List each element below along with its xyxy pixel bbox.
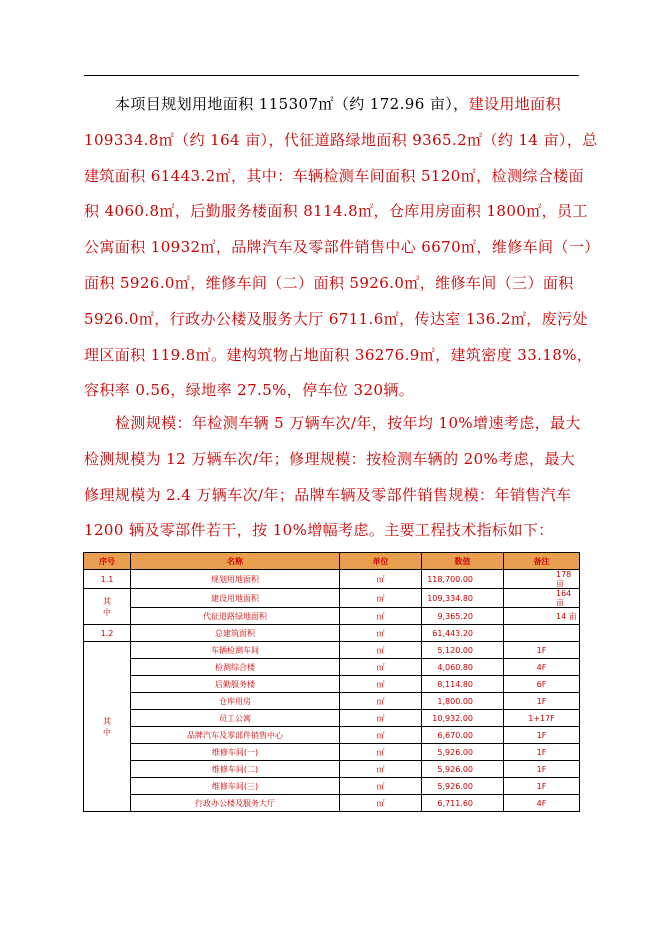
- header-note: 备注: [504, 553, 580, 570]
- group-label-b: 其 中: [84, 642, 131, 812]
- cell-value: 61,443.20: [422, 625, 504, 642]
- cell-value: 5,120.00: [422, 642, 504, 659]
- table-row: [84, 589, 580, 608]
- cell-value: 1,800.00: [422, 693, 504, 710]
- cell-value: 5,926.00: [422, 761, 504, 778]
- cell-name: 车辆检测车间: [131, 642, 340, 659]
- table-row: [84, 727, 580, 744]
- header-seq: 序号: [84, 553, 131, 570]
- paragraph-line: 1200 辆及零部件若干，按 10%增幅考虑。主要工程技术指标如下：: [84, 521, 554, 540]
- cell-name: 品牌汽车及零部件销售中心: [131, 727, 340, 744]
- table-row: [84, 570, 580, 589]
- table-row: [84, 744, 580, 761]
- cell-unit: ㎡: [340, 570, 422, 589]
- paragraph-line: 理区面积 119.8㎡。建构筑物占地面积 36276.9㎡，建筑密度 33.18%，: [84, 345, 593, 364]
- cell-note: [504, 625, 580, 642]
- cell-value: 4,060.80: [422, 659, 504, 676]
- cell-name: 检测综合楼: [131, 659, 340, 676]
- cell-note: 1+17F: [504, 710, 580, 727]
- paragraph-line: 本项目规划用地面积 115307㎡（约 172.96 亩），建设用地面积: [115, 95, 561, 113]
- cell-name: 维修车间(一): [131, 744, 340, 761]
- cell-value: 5,926.00: [422, 744, 504, 761]
- cell-value: 6,670.00: [422, 727, 504, 744]
- cell-name: 后勤服务楼: [131, 676, 340, 693]
- cell-note: 1F: [504, 693, 580, 710]
- cell-seq: 1.1: [84, 570, 131, 589]
- table-row: [84, 778, 580, 795]
- cell-note: 1F: [504, 642, 580, 659]
- paragraph-line: 容积率 0.56，绿地率 27.5%，停车位 320辆。: [84, 381, 415, 400]
- cell-note: 178 亩: [504, 570, 580, 589]
- cell-name: 建设用地面积: [131, 589, 340, 608]
- cell-unit: ㎡: [340, 608, 422, 625]
- header-value: 数值: [422, 553, 504, 570]
- cell-unit: ㎡: [340, 710, 422, 727]
- cell-unit: ㎡: [340, 659, 422, 676]
- cell-unit: ㎡: [340, 744, 422, 761]
- cell-value: 5,926.00: [422, 778, 504, 795]
- cell-name: 维修车间(三): [131, 778, 340, 795]
- cell-unit: ㎡: [340, 693, 422, 710]
- technical-indicators-table: [83, 552, 580, 812]
- cell-value: 6,711.60: [422, 795, 504, 812]
- paragraph-line: 109334.8㎡（约 164 亩），代征道路绿地面积 9365.2㎡（约 14 亩），总: [84, 130, 598, 149]
- paragraph-line: 检测规模：年检测车辆 5 万辆车次/年，按年均 10%增速考虑，最大: [115, 414, 581, 432]
- cell-unit: ㎡: [340, 676, 422, 693]
- table-row: [84, 642, 580, 659]
- cell-value: 10,932.00: [422, 710, 504, 727]
- cell-name: 规划用地面积: [131, 570, 340, 589]
- paragraph-line: 5926.0㎡，行政办公楼及服务大厅 6711.6㎡，传达室 136.2㎡，废污处: [84, 309, 588, 328]
- cell-value: 109,334.80: [422, 589, 504, 608]
- table-row: [84, 795, 580, 812]
- cell-name: 员工公寓: [131, 710, 340, 727]
- paragraph-line: 公寓面积 10932㎡，品牌汽车及零部件销售中心 6670㎡，维修车间（一）: [84, 238, 600, 257]
- paragraph-line: 面积 5926.0㎡，维修车间（二）面积 5926.0㎡，维修车间（三）面积: [84, 273, 574, 292]
- cell-value: 8,114.80: [422, 676, 504, 693]
- cell-name: 行政办公楼及服务大厅: [131, 795, 340, 812]
- cell-name: 维修车间(二): [131, 761, 340, 778]
- paragraph-line: 检测规模为 12 万辆车次/年；修理规模：按检测车辆的 20%考虑，最大: [84, 449, 576, 468]
- header-name: 名称: [131, 553, 340, 570]
- table-row: [84, 676, 580, 693]
- cell-unit: ㎡: [340, 795, 422, 812]
- cell-note: 14 亩: [504, 608, 580, 625]
- cell-note: 1F: [504, 778, 580, 795]
- header-unit: 单位: [340, 553, 422, 570]
- group-label-a: 其 中: [84, 589, 131, 625]
- cell-name: 代征道路绿地面积: [131, 608, 340, 625]
- cell-unit: ㎡: [340, 778, 422, 795]
- paragraph-line: 修理规模为 2.4 万辆车次/年；品牌车辆及零部件销售规模：年销售汽车: [84, 485, 572, 504]
- cell-note: 6F: [504, 676, 580, 693]
- cell-unit: ㎡: [340, 589, 422, 608]
- cell-value: 9,365.20: [422, 608, 504, 625]
- paragraph-line: 建筑面积 61443.2㎡，其中：车辆检测车间面积 5120㎡，检测综合楼面: [84, 166, 584, 185]
- paragraph-project-areas: [84, 87, 600, 409]
- table-row: [84, 693, 580, 710]
- paragraph-capacity: [84, 406, 584, 549]
- header-rule: [84, 75, 579, 76]
- table-header-row: [84, 553, 580, 570]
- cell-name: 总建筑面积: [131, 625, 340, 642]
- cell-note: 1F: [504, 727, 580, 744]
- table-row: [84, 761, 580, 778]
- cell-seq: 1.2: [84, 625, 131, 642]
- table-row: [84, 659, 580, 676]
- cell-unit: ㎡: [340, 727, 422, 744]
- cell-unit: ㎡: [340, 642, 422, 659]
- cell-name: 仓库用房: [131, 693, 340, 710]
- cell-note: 1F: [504, 761, 580, 778]
- cell-value: 118,700.00: [422, 570, 504, 589]
- table-row: [84, 625, 580, 642]
- paragraph-line: 积 4060.8㎡，后勤服务楼面积 8114.8㎡，仓库用房面积 1800㎡，员工: [84, 202, 588, 221]
- cell-note: 1F: [504, 744, 580, 761]
- table-row: [84, 710, 580, 727]
- cell-note: 4F: [504, 659, 580, 676]
- cell-unit: ㎡: [340, 625, 422, 642]
- table-row: [84, 608, 580, 625]
- cell-unit: ㎡: [340, 761, 422, 778]
- cell-note: 164 亩: [504, 589, 580, 608]
- cell-note: 4F: [504, 795, 580, 812]
